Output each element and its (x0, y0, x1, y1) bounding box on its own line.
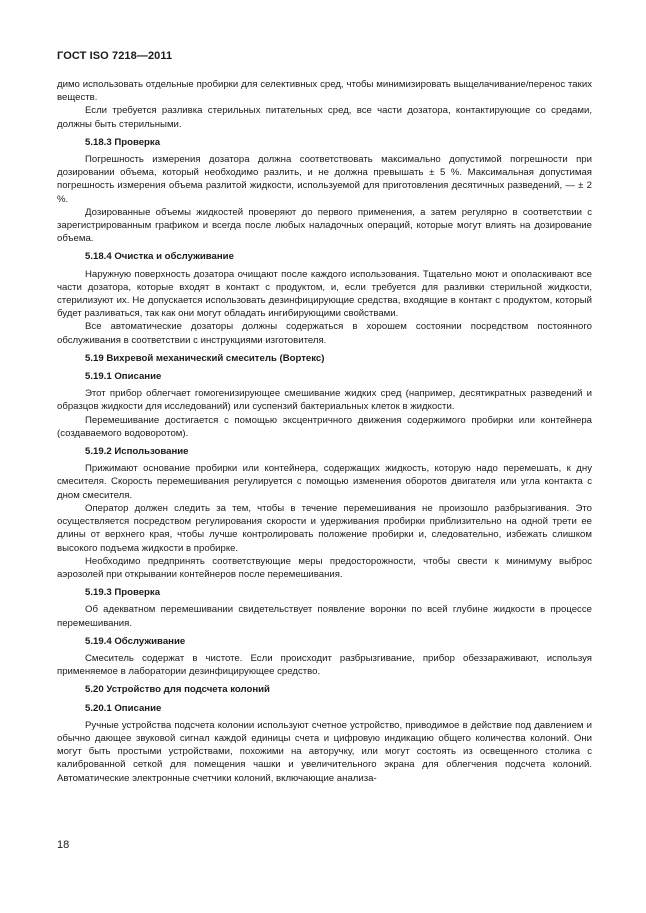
document-header: ГОСТ ISO 7218—2011 (57, 50, 173, 62)
paragraph: Этот прибор облегчает гомогенизирующее смешивание жидких сред (например, десятикратных разведений и образцов жидкости для исследований) или суспензий бактериальных клеток в жидкости. (57, 388, 592, 413)
paragraph: Оператор должен следить за тем, чтобы в течение перемешивания не произошло разбрызгивания. Это осуществляется посредством регулирования скорости и удерживания пробирки приблизительно на одной трети ее длины от верхнего края, чтобы лучше контролировать положение пробирки и, следовательно, избежать слишком высокого подъема жидкости в пробирке. (57, 502, 592, 554)
paragraph: Наружную поверхность дозатора очищают после каждого использования. Тщательно моют и ополаскивают все части дозатора, которые входят в контакт с продуктом, и, если требуется для разливки стерильной жидкости, стерилизуют их. Не допускается использовать дезинфицирующие средства, входящие в контакт с продуктом, который будет разливаться, так как они могут обладать ингибирующими свойствами. (57, 268, 592, 320)
paragraph: димо использовать отдельные пробирки для селективных сред, чтобы минимизировать выщелачивание/перенос таких веществ. (57, 79, 592, 104)
section-heading: 5.19.3 Проверка (85, 587, 161, 599)
paragraph: Ручные устройства подсчета колонии используют счетное устройство, приводимое в действие под давлением и обычно дающее звуковой сигнал каждой единицы счета и цифровую индикацию общего количества колоний. Они могут быть простыми устройствами, похожими на авторучку, или могут состоять из освещенного столика с калиброванной сеткой для помещения чашки и увеличительного экрана для облегчения подсчета колоний. Автоматические электронные счетчики колоний, включающие анализа- (57, 719, 592, 784)
paragraph: Прижимают основание пробирки или контейнера, содержащих жидкость, которую надо перемешать, к дну смесителя. Скорость перемешивания регулируется с помощью изменения оборотов двигателя или угла контакта с дном смесителя. (57, 463, 592, 501)
section-heading: 5.19.1 Описание (85, 371, 162, 383)
section-heading: 5.19 Вихревой механический смеситель (Вортекс) (85, 352, 325, 364)
section-heading: 5.19.2 Использование (85, 446, 189, 458)
page-number: 18 (57, 839, 70, 851)
paragraph: Смеситель содержат в чистоте. Если происходит разбрызгивание, прибор обеззараживают, используя применяемое в лаборатории дезинфицирующее средство. (57, 652, 592, 678)
paragraph: Необходимо предпринять соответствующие меры предосторожности, чтобы свести к минимуму выброс аэрозолей при открывании контейнеров после перемешивания. (57, 555, 592, 580)
paragraph: Перемешивание достигается с помощью эксцентричного движения содержимого пробирки или контейнера (создаваемого водоворотом). (57, 414, 592, 439)
paragraph: Если требуется разливка стерильных питательных сред, все части дозатора, контактирующие со средами, должны быть стерильными. (57, 105, 592, 130)
paragraph: Дозированные объемы жидкостей проверяют до первого применения, а затем регулярно в соответствии с зарегистрированным графиком и всегда после любых наладочных операций, которые могут влиять на дозирование объема. (57, 206, 592, 245)
document-body (57, 78, 592, 785)
paragraph: Все автоматические дозаторы должны содержаться в хорошем состоянии посредством постоянного обслуживания в соответствии с инструкциями изготовителя. (57, 321, 592, 346)
paragraph: Об адекватном перемешивании свидетельствует появление воронки по всей глубине жидкости в процессе перемешивания. (57, 604, 592, 629)
section-heading: 5.19.4 Обслуживание (85, 635, 186, 647)
paragraph: Погрешность измерения дозатора должна соответствовать максимально допустимой погрешности при дозировании объема, который необходимо разлить, и не должна превышать ± 5 %. Максимальная допустимая погрешность измерения объема разлитой жидкости, используемой для приготовления десятичных разведений, — ± 2 %. (57, 154, 592, 205)
section-heading: 5.20 Устройство для подсчета колоний (85, 684, 270, 696)
section-heading: 5.18.3 Проверка (85, 136, 161, 148)
section-heading: 5.18.4 Очистка и обслуживание (85, 251, 234, 263)
section-heading: 5.20.1 Описание (85, 702, 162, 714)
